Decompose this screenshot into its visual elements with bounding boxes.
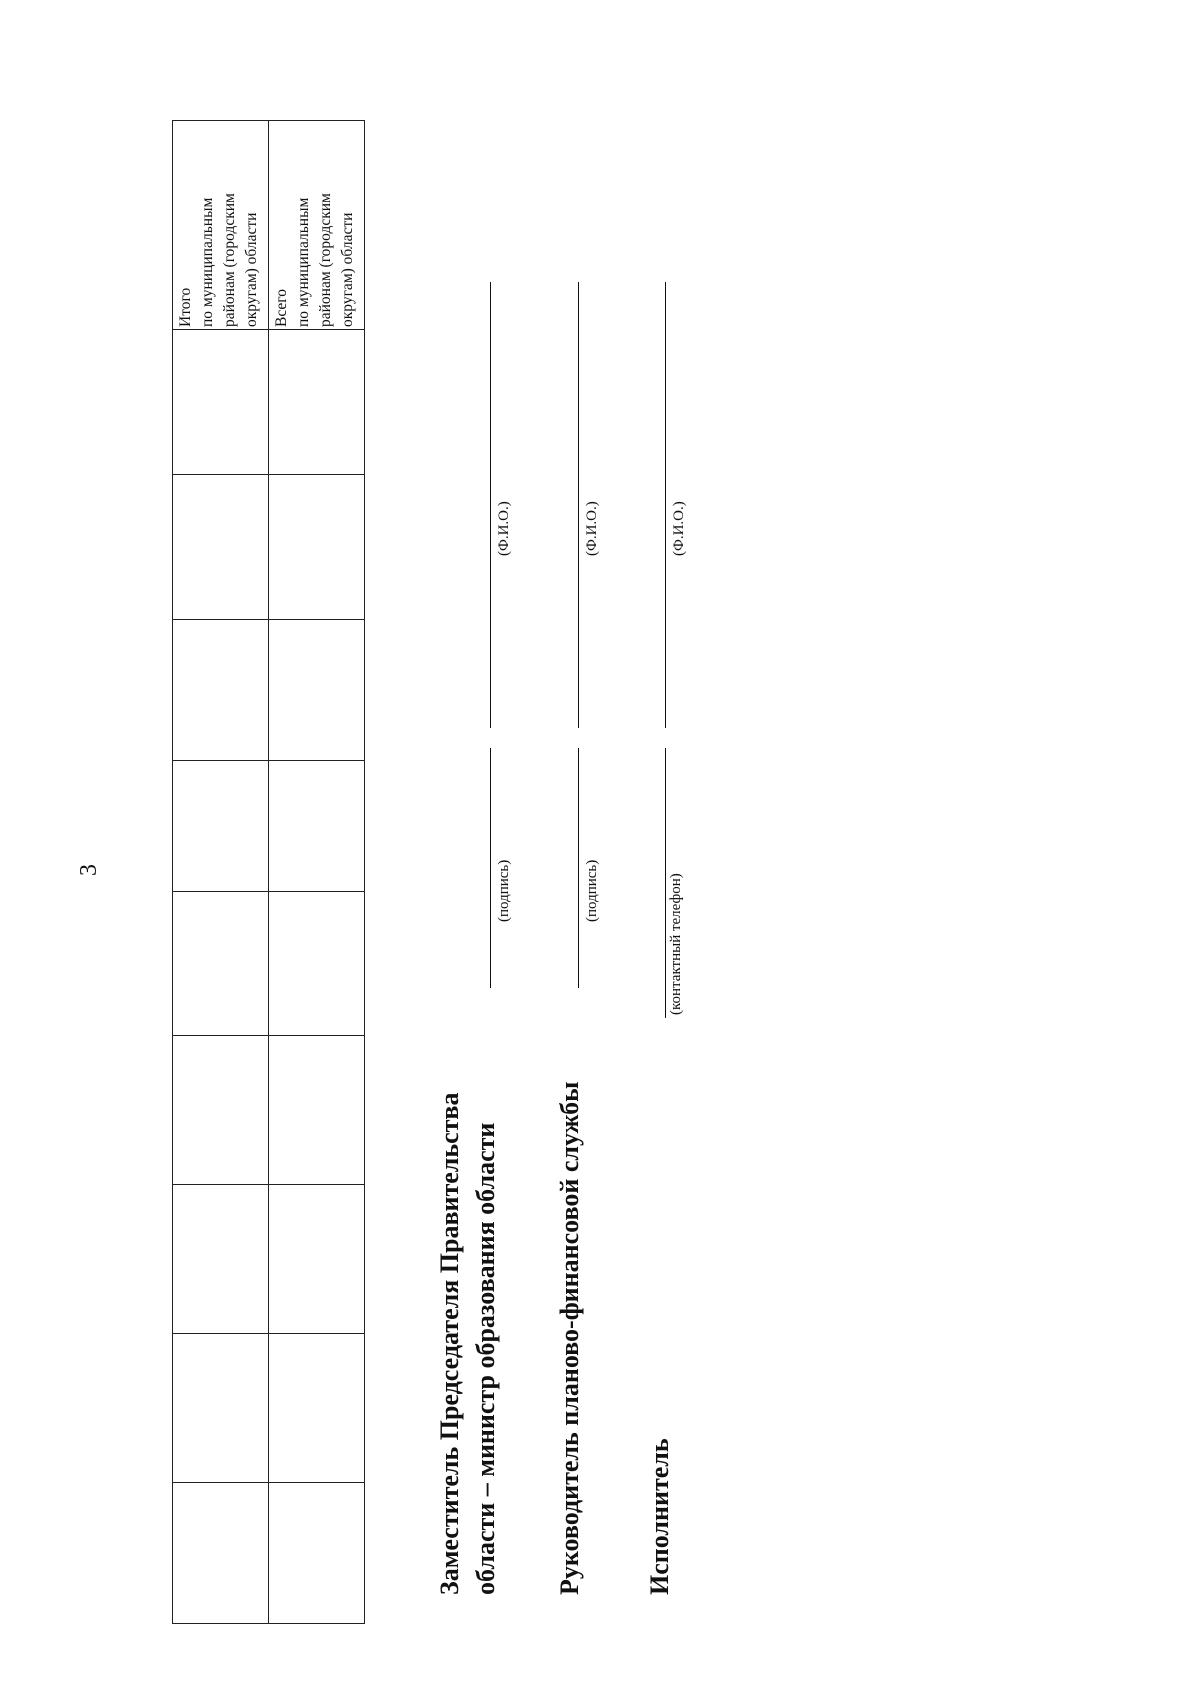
row-label-line: Всего	[273, 288, 290, 327]
table-row	[173, 1185, 365, 1334]
table-cell	[269, 761, 365, 892]
table-cell	[173, 475, 269, 620]
table-row	[173, 330, 365, 475]
table-cell	[173, 1334, 269, 1483]
table-cell	[269, 330, 365, 475]
table-cell	[173, 1483, 269, 1624]
table-row	[173, 620, 365, 761]
row-label-line: районам (городским	[317, 193, 334, 327]
table-row	[173, 1483, 365, 1624]
deputy-title-line: области – министр образования области	[471, 1122, 500, 1595]
table-row	[173, 761, 365, 892]
head-finance-title: Руководитель планово-финансовой службы	[555, 1081, 584, 1595]
executor-phone-hint: (контактный телефон)	[668, 873, 684, 1015]
row-label-line: районам (городским	[221, 193, 238, 327]
executor-title: Исполнитель	[645, 1438, 674, 1595]
head-finance-name-line	[578, 282, 579, 728]
deputy-name-hint: (Ф.И.О.)	[496, 501, 512, 556]
table-cell	[173, 1036, 269, 1185]
table-cell	[269, 1483, 365, 1624]
table-row	[173, 1036, 365, 1185]
head-finance-sign-line	[578, 748, 579, 988]
executor-phone-line	[665, 748, 666, 1018]
table-cell-label-total	[173, 121, 269, 330]
row-label-line: округам) области	[339, 212, 356, 327]
page-number	[76, 864, 103, 876]
executor-name-hint: (Ф.И.О.)	[671, 501, 687, 556]
head-finance-sign-hint: (подпись)	[584, 859, 600, 922]
table-row	[173, 475, 365, 620]
table-row-header	[173, 121, 365, 330]
table-cell	[173, 761, 269, 892]
page-number-text: 3	[76, 864, 102, 876]
table-cell	[269, 1334, 365, 1483]
row-label-line: Итого	[177, 287, 194, 327]
deputy-sign-hint: (подпись)	[496, 859, 512, 922]
table-cell	[269, 620, 365, 761]
row-label-line: по муниципальным	[199, 197, 216, 327]
table-row	[173, 1334, 365, 1483]
table-cell	[269, 1036, 365, 1185]
table-cell	[269, 892, 365, 1036]
table-cell	[173, 892, 269, 1036]
deputy-sign-line	[490, 748, 491, 988]
summary-table	[172, 120, 365, 1624]
head-finance-name-hint: (Ф.И.О.)	[584, 501, 600, 556]
deputy-title-line: Заместитель Председателя Правительства	[435, 1092, 464, 1595]
table-cell	[269, 1185, 365, 1334]
table-cell	[173, 330, 269, 475]
table-cell-label-grand-total	[269, 121, 365, 330]
table-cell	[269, 475, 365, 620]
row-label-line: округам) области	[243, 212, 260, 327]
row-label-line: по муниципальным	[295, 197, 312, 327]
table-row	[173, 892, 365, 1036]
table-cell	[173, 620, 269, 761]
deputy-title	[432, 1093, 504, 1595]
executor-name-line	[665, 282, 666, 728]
table-cell	[173, 1185, 269, 1334]
deputy-name-line	[490, 282, 491, 728]
